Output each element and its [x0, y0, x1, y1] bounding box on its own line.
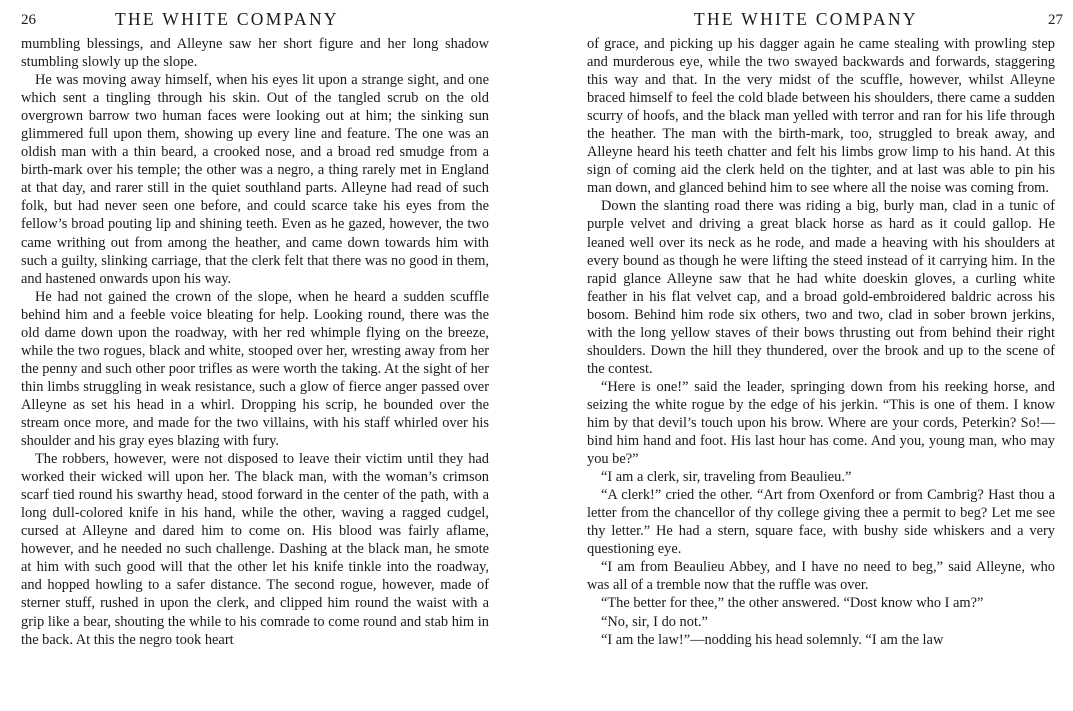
page-number: 26: [21, 12, 36, 28]
page-body: [587, 35, 1055, 649]
paragraph: mumbling blessings, and Alleyne saw her short figure and her long shadow stumbling slowly up the slope.: [21, 36, 489, 71]
paragraph: “I am the law!”—nodding his head solemnly. “I am the law: [601, 631, 944, 648]
paragraph: He had not gained the crown of the slope, when he heard a sudden scuffle behind him and a feeble voice bleating for help. Looking round, there was the old dame down upon the roadway, with her red whimple flying on the breeze, while the two rogues, black and white, stooped over her, wresting away from her the penny and such other poor trifles as were worth the taking. At the sight of her thin limbs struggling in weak resistance, such a glow of fierce anger passed over Alleyne as set his head in a whirl. Dropping his scrip, he bounded over the stream once more, and made for the two villains, with his staff whirled over his shoulder and his gray eyes blazing with fury.: [21, 288, 489, 450]
running-title: THE WHITE COMPANY: [115, 9, 339, 29]
paragraph: The robbers, however, were not disposed to leave their victim until they had worked their wicked will upon her. The black man, with the woman’s crimson scarf tied round his swarthy head, stood forward in the center of the path, with a long dull-colored knife in his hand, while the other, waving a ragged cudgel, cursed at Alleyne and dared him to come on. His blood was fairly aflame, however, and he needed no such challenge. Dashing at the black man, he smote at him with such good will that the other let his knife tinkle into the roadway, and hopped howling to a safer distance. The second rogue, however, made of sterner stuff, rushed in upon the clerk, and clipped him round the waist with a grip like a bear, shouting the while to his comrade to come round and stab him in the back. At this the negro took heart: [21, 451, 489, 648]
paragraph: “The better for thee,” the other answered. “Dost know who I am?”: [601, 595, 984, 612]
paragraph: “No, sir, I do not.”: [601, 613, 708, 630]
right-page: [587, 0, 1063, 711]
paragraph: Down the slanting road there was riding a big, burly man, clad in a tunic of purple velvet and driving a great black horse as hard as it could gallop. He leaned well over its neck as he rode, and made a heaving with his shoulders at every bound as though he were lifting the steed instead of it carrying him. In the rapid glance Alleyne saw that he had white doeskin gloves, a curling white feather in his flat velvet cap, and a broad gold-embroidered baldric across his bosom. Behind him rode six others, two and two, clad in sober brown jerkins, with the long yellow staves of their bows thrusting out from behind their right shoulders. Down the hill they thundered, over the brook and up to the scene of the contest.: [587, 198, 1055, 377]
page-header: [21, 0, 489, 28]
paragraph: of grace, and picking up his dagger again he came stealing with prowling step and murderous eye, while the two swayed backwards and forwards, staggering this way and that. In the very midst of the scuffle, however, whilst Alleyne braced himself to feel the cold blade between his shoulders, there came a sudden scurry of hoofs, and the black man yelled with terror and ran for his life through the heather. The man with the birth-mark, too, struggled to break away, and Alleyne heard his teeth chatter and felt his limbs grow limp to his hand. At this sign of coming aid the clerk held on the tighter, and at last was able to pin his man down, and glanced behind him to see where all the noise was coming from.: [587, 36, 1055, 197]
paragraph: “Here is one!” said the leader, springing down from his reeking horse, and seizing the white rogue by the edge of his jerkin. “This is one of them. I know him by that devil’s touch upon his brow. Where are your cords, Peterkin? So!—bind him hand and foot. His last hour has come. And you, young man, who may you be?”: [587, 378, 1055, 468]
page-header: [587, 0, 1063, 29]
paragraph: He was moving away himself, when his eyes lit upon a strange sight, and one which sent a tingling through his skin. Out of the tangled scrub on the old overgrown barrow two human faces were looking out at him; the sinking sun glimmered full upon them, showing up every line and feature. The one was an oldish man with a thin beard, a crooked nose, and a broad red smudge from a birth-mark over his temple; the other was a negro, a thing rarely met in England at that day, and rarer still in the quiet southland parts. Alleyne had read of such folk, but had never seen one before, and could scarce take his eyes from the fellow’s broad pouting lip and shining teeth. Even as he gazed, however, the two came writhing out from among the heather, and came down towards him with such a guilty, slinking carriage, that the clerk felt that there was no good in them, and hastened onwards upon his way.: [21, 72, 489, 287]
paragraph: “I am from Beaulieu Abbey, and I have no need to beg,” said Alleyne, who was all of a tremble now that the ruffle was over.: [587, 559, 1055, 594]
running-title: THE WHITE COMPANY: [694, 9, 918, 29]
page-number: 27: [1048, 12, 1063, 28]
paragraph: “A clerk!” cried the other. “Art from Oxenford or from Cambrig? Hast thou a letter from the chancellor of thy college giving thee a permit to beg? Let me see thy letter.” He had a stern, square face, with bushy side whiskers and a very questioning eye.: [587, 487, 1055, 558]
page-body: [21, 35, 489, 649]
left-page: [21, 0, 489, 711]
paragraph: “I am a clerk, sir, traveling from Beaulieu.”: [601, 469, 852, 486]
